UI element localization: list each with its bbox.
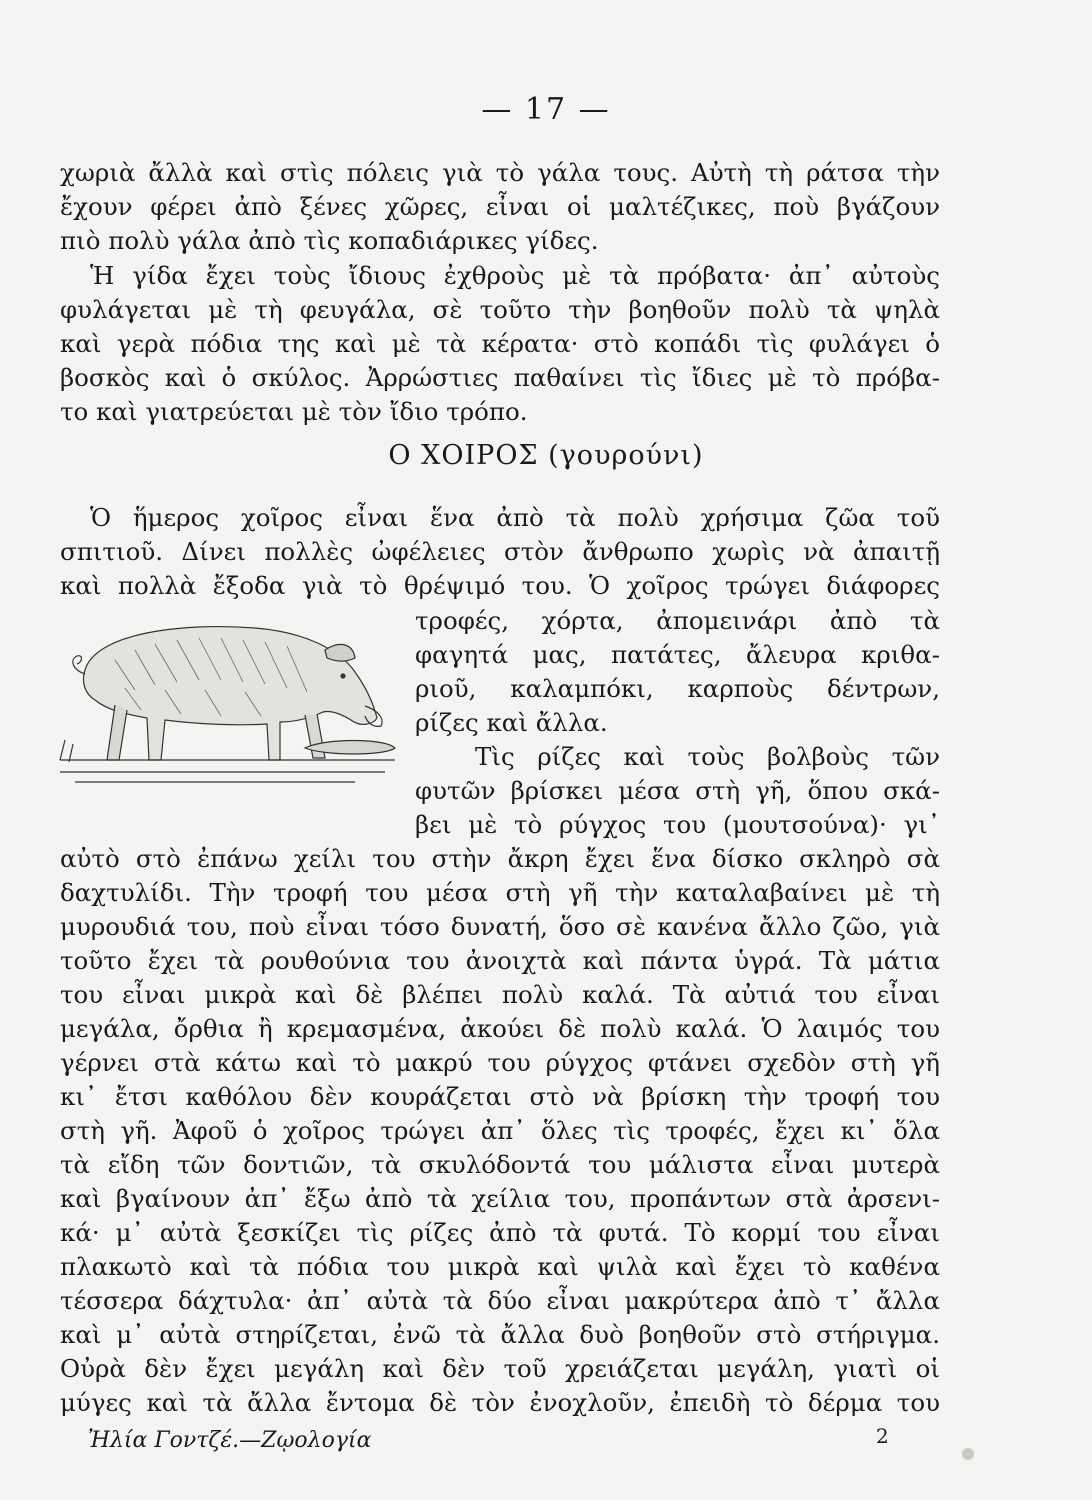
text-line: στὴ γῆ. Ἀφοῦ ὁ χοῖρος τρώγει ἀπ᾽ ὅλες τὶς τροφές, ἔχει κι᾽ ὅλα xyxy=(60,1116,940,1145)
text-line: Ὁ ἥμερος χοῖρος εἶναι ἕνα ἀπὸ τὰ πολὺ χρήσιμα ζῶα τοῦ xyxy=(90,503,940,532)
text-line: χωριὰ ἄλλὰ καὶ στὶς πόλεις γιὰ τὸ γάλα τους. Αὐτὴ τὴ ράτσα τὴν xyxy=(60,158,940,187)
text-line: το καὶ γιατρεύεται μὲ τὸν ἴδιο τρόπο. xyxy=(60,397,528,426)
text-line: φυτῶν βρίσκει μέσα στὴ γῆ, ὅπου σκά- xyxy=(415,776,940,805)
paper-smudge xyxy=(962,1448,974,1460)
text-line: σπιτιοῦ. Δίνει πολλὲς ὠφέλειες στὸν ἄνθρωπο χωρὶς νὰ ἀπαιτῇ xyxy=(60,537,940,566)
section-title: Ο ΧΟΙΡΟΣ (γουρούνι) xyxy=(388,440,704,471)
text-line: καὶ βγαίνουν ἀπ᾽ ἔξω ἀπὸ τὰ χείλια του, προπάντων στὰ ἀρσενι- xyxy=(60,1184,940,1213)
text-line: δαχτυλίδι. Τὴν τροφή του μέσα στὴ γῆ τὴν καταλαβαίνει μὲ τὴ xyxy=(60,878,940,907)
text-line: ἔχουν φέρει ἀπὸ ξένες χῶρες, εἶναι οἱ μαλτέζικες, ποὺ βγάζουν xyxy=(60,192,940,221)
text-line: κι᾽ ἔτσι καθόλου δὲν κουράζεται στὸ νὰ βρίσκη τὴν τροφή του xyxy=(60,1082,940,1111)
text-line: μυρουδιά του, ποὺ εἶναι τόσο δυνατή, ὅσο σὲ κανένα ἄλλο ζῶο, γιὰ xyxy=(60,912,940,941)
text-line: ριοῦ, καλαμπόκι, καρποὺς δέντρων, xyxy=(415,674,940,703)
text-line: πλακωτὸ καὶ τὰ πόδια του μικρὰ καὶ ψιλὰ καὶ ἔχει τὸ καθένα xyxy=(60,1252,940,1281)
text-line: γέρνει στὰ κάτω καὶ τὸ μακρύ του ρύγχος φτάνει σχεδὸν στὴ γῆ xyxy=(60,1048,940,1077)
text-line: φυλάγεται μὲ τὴ φευγάλα, σὲ τοῦτο τὴν βοηθοῦν πολὺ τὰ ψηλὰ xyxy=(60,295,940,324)
text-line: βει μὲ τὸ ρύγχος του (μουτσούνα)· γι᾽ xyxy=(415,810,940,839)
page-number: — 17 — xyxy=(481,92,611,127)
text-line: τροφές, χόρτα, ἀπομεινάρι ἀπὸ τὰ xyxy=(415,606,940,635)
text-line: μύγες καὶ τὰ ἄλλα ἔντομα δὲ τὸν ἐνοχλοῦν, ἐπειδὴ τὸ δέρμα του xyxy=(60,1388,940,1417)
text-line: του εἶναι μικρὰ καὶ δὲ βλέπει πολὺ καλά. Τὰ αὐτιά του εἶναι xyxy=(60,980,940,1009)
text-line: ρίζες καὶ ἄλλα. xyxy=(415,708,608,737)
text-line: Ἡ γίδα ἔχει τοὺς ἴδιους ἐχθροὺς μὲ τὰ πρόβατα· ἀπ᾽ αὐτοὺς xyxy=(90,261,940,290)
text-line: μεγάλα, ὄρθια ἢ κρεμασμένα, ἀκούει δὲ πολὺ καλά. Ὁ λαιμός του xyxy=(60,1014,940,1043)
text-line: αὐτὸ στὸ ἐπάνω χείλι του στὴν ἄκρη ἔχει ἕνα δίσκο σκληρὸ σὰ xyxy=(60,844,940,873)
text-line: καὶ μ᾽ αὐτὰ στηρίζεται, ἐνῶ τὰ ἄλλα δυὸ βοηθοῦν στὸ στήριγμα. xyxy=(60,1320,940,1349)
text-line: φαγητά μας, πατάτες, ἄλευρα κριθα- xyxy=(415,640,940,669)
pig-illustration xyxy=(55,610,400,790)
text-line: βοσκὸς καὶ ὁ σκύλος. Ἀρρώστιες παθαίνει τὶς ἴδιες μὲ τὸ πρόβα- xyxy=(60,363,940,392)
text-line: πιὸ πολὺ γάλα ἀπὸ τὶς κοπαδιάρικες γίδες. xyxy=(60,226,599,255)
text-line: καὶ πολλὰ ἔξοδα γιὰ τὸ θρέψιμό του. Ὁ χοῖρος τρώγει διάφορες xyxy=(60,571,940,600)
text-line: κά· μ᾽ αὐτὰ ξεσκίζει τὶς ρίζες ἀπὸ τὰ φυτά. Τὸ κορμί του εἶναι xyxy=(60,1218,940,1247)
text-line: τέσσερα δάχτυλα· ἀπ᾽ αὐτὰ τὰ δύο εἶναι μακρύτερα ἀπὸ τ᾽ ἄλλα xyxy=(60,1286,940,1315)
text-line: τὰ εἴδη τῶν δοντιῶν, τὰ σκυλόδοντά του μάλιστα εἶναι μυτερὰ xyxy=(60,1150,940,1179)
footer-signature: 2 xyxy=(876,1424,889,1448)
text-line: καὶ γερὰ πόδια της καὶ μὲ τὰ κέρατα· στὸ κοπάδι τὶς φυλάγει ὁ xyxy=(60,329,940,358)
text-line: Τὶς ρίζες καὶ τοὺς βολβοὺς τῶν xyxy=(475,742,940,771)
text-line: τοῦτο ἔχει τὰ ρουθούνια του ἀνοιχτὰ καὶ πάντα ὑγρά. Τὰ μάτια xyxy=(60,946,940,975)
text-line: Οὐρὰ δὲν ἔχει μεγάλη καὶ δὲν τοῦ χρειάζεται μεγάλη, γιατὶ οἱ xyxy=(60,1354,940,1383)
footer-source: Ἠλία Γοντζέ.—Ζῳολογία xyxy=(88,1428,372,1453)
